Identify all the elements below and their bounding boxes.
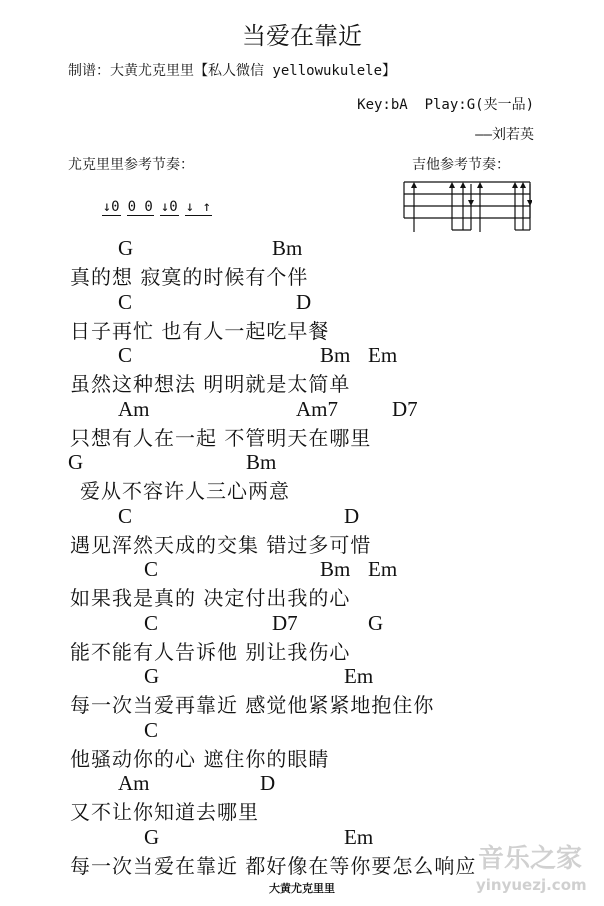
footer-credit: 大黄尤克里里 bbox=[269, 882, 335, 895]
lyric-line: 每一次当爱再靠近 感觉他紧紧地抱住你 bbox=[70, 693, 435, 717]
chord: G bbox=[68, 450, 84, 474]
chord: C bbox=[118, 503, 133, 528]
lyric-line: 他骚动你的心 遮住你的眼睛 bbox=[70, 746, 330, 771]
rhythm-beat: ↓0 bbox=[102, 199, 120, 215]
chord: D7 bbox=[392, 396, 418, 421]
rhythm-beat: ↓0 bbox=[160, 199, 178, 215]
watermark-logo: 音乐之家 bbox=[478, 844, 583, 874]
chord: G bbox=[368, 610, 384, 635]
artist: ——刘若英 bbox=[475, 127, 534, 143]
chord: Em bbox=[344, 664, 374, 688]
chord: D bbox=[344, 503, 360, 528]
song-title: 当爱在靠近 bbox=[242, 22, 362, 50]
chord: G bbox=[144, 824, 160, 849]
lyric-line: 真的想 寂寞的时候有个伴 bbox=[70, 265, 309, 289]
chord: Am bbox=[118, 396, 150, 421]
guitar-rhythm-tab bbox=[402, 180, 532, 238]
chord: C bbox=[144, 610, 159, 635]
uke-rhythm-label: 尤克里里参考节奏： bbox=[68, 157, 194, 173]
chord: C bbox=[118, 289, 133, 314]
key-info: Key:bA Play:G(夹一品) bbox=[357, 97, 534, 113]
lyric-line: 虽然这种想法 明明就是太简单 bbox=[70, 372, 351, 396]
chord: D bbox=[260, 771, 276, 795]
chord: Em bbox=[368, 343, 398, 367]
chord: C bbox=[118, 343, 133, 367]
lyric-line: 每一次当爱在靠近 都好像在等你要怎么响应 bbox=[70, 853, 477, 878]
lyric-line: 能不能有人告诉他 别让我伤心 bbox=[70, 639, 351, 664]
arranger-credit: 制谱：大黄尤克里里【私人微信 yellowukulele】 bbox=[68, 63, 397, 79]
chord: Bm bbox=[320, 557, 351, 581]
watermark-url: yinyuezj.com bbox=[476, 876, 587, 894]
lyric-line: 爱从不容许人三心两意 bbox=[80, 479, 290, 503]
guitar-rhythm-label: 吉他参考节奏： bbox=[412, 157, 510, 173]
chord: Bm bbox=[272, 236, 303, 260]
chord: D bbox=[296, 289, 312, 314]
chord: G bbox=[118, 236, 134, 260]
chord: Em bbox=[344, 824, 374, 849]
lyric-line: 只想有人在一起 不管明天在哪里 bbox=[70, 425, 372, 450]
chord: G bbox=[144, 664, 160, 688]
chord: Bm bbox=[246, 450, 277, 474]
chord: D7 bbox=[272, 610, 298, 635]
uke-rhythm bbox=[68, 183, 218, 232]
chord: Am7 bbox=[296, 396, 338, 421]
chord: Am bbox=[118, 771, 150, 795]
lyric-line: 遇见浑然天成的交集 错过多可惜 bbox=[70, 532, 372, 557]
lyric-line: 如果我是真的 决定付出我的心 bbox=[70, 586, 351, 610]
chord: Em bbox=[368, 557, 398, 581]
lyric-line: 又不让你知道去哪里 bbox=[70, 800, 259, 824]
chord: Bm bbox=[320, 343, 351, 367]
rhythm-beat: 0 0 bbox=[127, 199, 153, 215]
chord: C bbox=[144, 557, 159, 581]
lyric-line: 日子再忙 也有人一起吃早餐 bbox=[70, 318, 330, 343]
rhythm-beat: ↓ ↑ bbox=[185, 199, 212, 215]
chord: C bbox=[144, 717, 159, 742]
